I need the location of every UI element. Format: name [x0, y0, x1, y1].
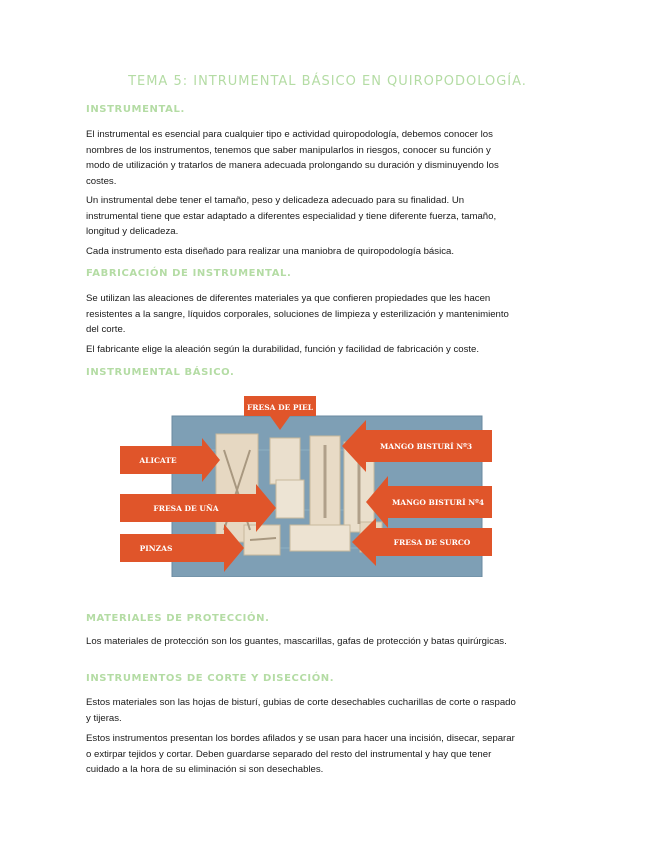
label-fresa-piel: FRESA DE PIEL [246, 403, 314, 412]
paragraph: Se utilizan las aleaciones de diferentes materiales ya que confieren propiedades que les hacen resistentes a la sangre, líquidos corporales, soluciones de limpieza y esterilización y mantenimiento del corte. [86, 293, 509, 335]
package-fresa-una [276, 480, 304, 518]
label-mango-3: MANGO BISTURÍ Nº3 [379, 442, 473, 451]
paragraph: El instrumental es esencial para cualquier tipo e actividad quiropodología, debemos conocer los nombres de los instrumentos, tenemos que saber manipularlos in riesgos, conocer su función y modo de utilización y tratarlos de manera adecuada prolongando su duración y disminuyendo los costes. [86, 129, 499, 187]
label-pinzas: PINZAS [139, 544, 173, 553]
label-mango-4: MANGO BISTURÍ Nº4 [391, 498, 485, 507]
package-fresa-surco [290, 525, 350, 551]
label-fresa-surco: FRESA DE SURCO [393, 538, 471, 547]
paragraph: Estos instrumentos presentan los bordes afilados y se usan para hacer una incisión, disecar, separar o extirpar tejidos y cortar. Deben guardarse separado del resto del instrumental y hay que tener cuidado a la hora de su eliminación si son desechables. [86, 733, 515, 775]
paragraph: Un instrumental debe tener el tamaño, peso y delicadeza adecuado para su finalidad. Un instrumental tiene que estar adaptado a diferentes especialidad y tiene diferente fuerza, tamaño, longitud y delicadeza. [86, 195, 497, 237]
label-fresa-una: FRESA DE UÑA [153, 504, 219, 513]
label-alicate: ALICATE [139, 456, 177, 465]
page-title: TEMA 5: INTRUMENTAL BÁSICO EN QUIROPODOLOGÍA. [128, 74, 527, 89]
heading-fabricacion: FABRICACIÓN DE INSTRUMENTAL. [86, 268, 292, 279]
paragraph: Cada instrumento esta diseñado para realizar una maniobra de quiropodología básica. [86, 246, 454, 257]
paragraph: El fabricante elige la aleación según la durabilidad, función y facilidad de fabricación y coste. [86, 344, 480, 355]
paragraph: Estos materiales son las hojas de bisturí, gubias de corte desechables cucharillas de corte o raspado y tijeras. [86, 697, 516, 724]
heading-proteccion: MATERIALES DE PROTECCIÓN. [86, 613, 270, 624]
instruments-photo [120, 390, 492, 577]
heading-instrumental: INSTRUMENTAL. [86, 104, 185, 115]
paragraph: Los materiales de protección son los guantes, mascarillas, gafas de protección y batas quirúrgicas. [86, 636, 507, 647]
heading-corte: INSTRUMENTOS DE CORTE Y DISECCIÓN. [86, 673, 335, 684]
package-fresa-piel [270, 438, 300, 484]
heading-instrumental-basico: INSTRUMENTAL BÁSICO. [86, 367, 235, 378]
